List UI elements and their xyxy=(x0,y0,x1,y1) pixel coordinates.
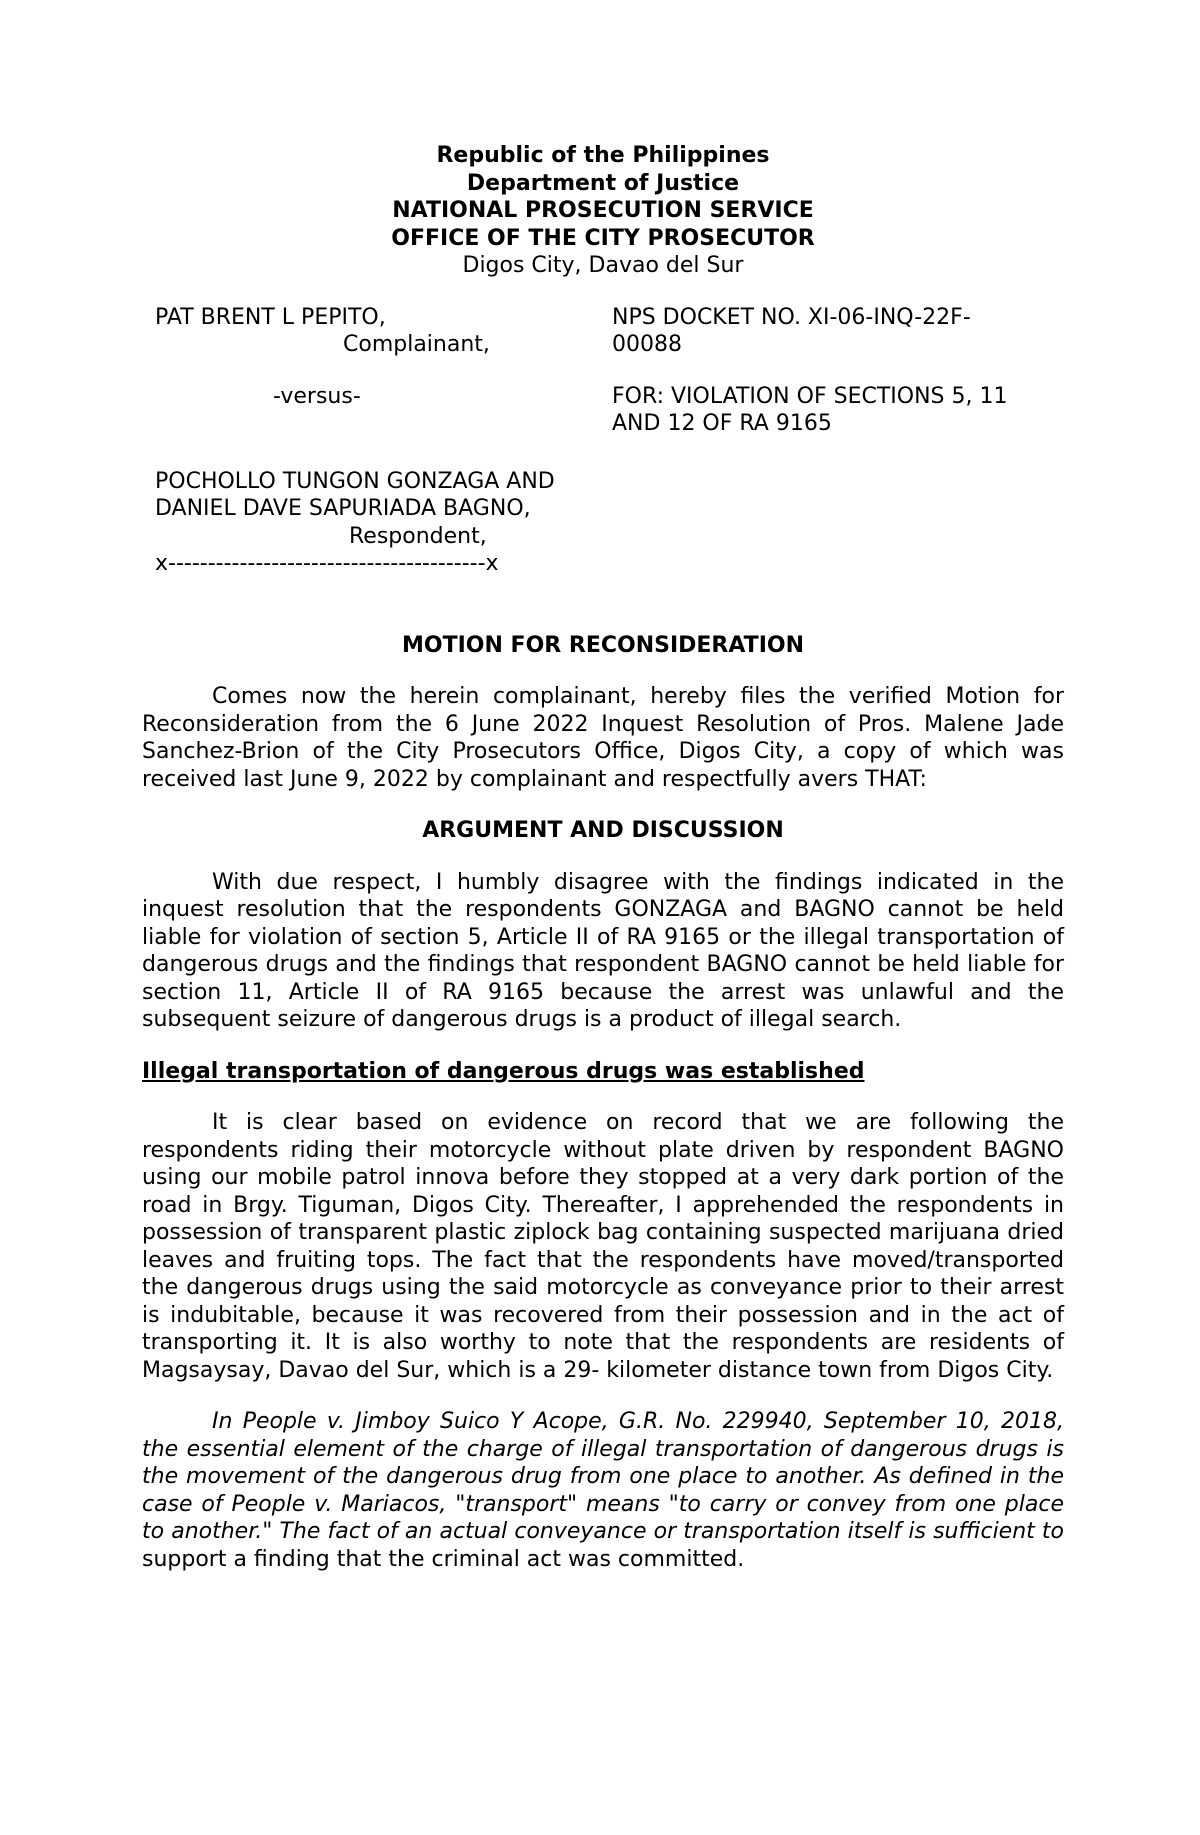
docket-number-line1: NPS DOCKET NO. XI-06-INQ-22F- xyxy=(612,304,971,330)
respondents-block xyxy=(155,468,595,578)
caption-divider: x----------------------------------------x xyxy=(155,551,499,576)
argument-paragraph: With due respect, I humbly disagree with the findings indicated in the inquest resolution that the respondents GONZAGA and BAGNO cannot be held liable for violation of section 5, Article II of RA 9165 or the illegal transportation of dangerous drugs and the findings that respondent BAGNO cannot be held liable for section 11, Article II of RA 9165 because the arrest was unlawful and the subsequent seizure of dangerous drugs is a product of illegal search. xyxy=(142,869,1064,1032)
subheading: Illegal transportation of dangerous drugs was established xyxy=(142,1058,865,1084)
charge-block xyxy=(612,383,1042,438)
respondent-names-line2: DANIEL DAVE SAPURIADA BAGNO, xyxy=(155,496,531,521)
complainant-label: Complainant, xyxy=(343,332,490,357)
header-republic: Republic of the Philippines xyxy=(436,143,770,168)
spacer xyxy=(142,659,1064,683)
charge-line1: FOR: VIOLATION OF SECTIONS 5, 11 xyxy=(612,383,1008,409)
header-office: OFFICE OF THE CITY PROSECUTOR xyxy=(391,225,815,251)
spacer xyxy=(142,1384,1064,1408)
charge-line2: AND 12 OF RA 9165 xyxy=(612,411,832,436)
citation-regular-text: support a finding that the criminal act was committed. xyxy=(142,1546,745,1572)
header-department: Department of Justice xyxy=(466,170,740,196)
evidence-paragraph: It is clear based on evidence on record that we are following the respondents riding their motorcycle without plate driven by respondent BAGNO using our mobile patrol innova before they stopped at a very dark portion of the road in Brgy. Tiguman, Digos City. Thereafter, I apprehended the respondents in possession of transparent plastic ziplock bag containing suspected marijuana dried leaves and fruiting tops. The fact that the respondents have moved/transported the dangerous drugs using the said motorcycle as conveyance prior to their arrest is indubitable, because it was recovered from their possession and in the act of transporting it. It is also worthy to note that the respondents are residents of Magsaysay, Davao del Sur, which is a 29- kilometer distance town from Digos City. xyxy=(142,1110,1064,1383)
intro-paragraph: Comes now the herein complainant, hereby files the verified Motion for Reconsideration from the 6 June 2022 Inquest Resolution of Pros. Malene Jade Sanchez-Brion of the City Prosecutors Office, Digos City, a copy of which was received last June 9, 2022 by complainant and respectfully avers THAT: xyxy=(142,684,1064,792)
document-page xyxy=(142,142,1064,1573)
respondent-names-line1: POCHOLLO TUNGON GONZAGA AND xyxy=(155,468,555,494)
complainant-name: PAT BRENT L PEPITO, xyxy=(155,304,386,330)
docket-number-line2: 00088 xyxy=(612,332,682,357)
document-title: MOTION FOR RECONSIDERATION xyxy=(401,632,804,658)
caption-parties xyxy=(155,304,595,411)
document-header xyxy=(142,142,1064,280)
versus-label: -versus- xyxy=(273,383,361,409)
header-location: Digos City, Davao del Sur xyxy=(462,253,744,278)
header-service: NATIONAL PROSECUTION SERVICE xyxy=(392,198,814,223)
citation-paragraph xyxy=(142,1408,1064,1573)
section-title: ARGUMENT AND DISCUSSION xyxy=(422,818,784,843)
caption-docket xyxy=(612,304,1042,438)
respondent-label: Respondent, xyxy=(349,523,487,549)
citation-italic-text: In People v. Jimboy Suico Y Acope, G.R. No. 229940, September 10, 2018, the essential element of the charge of illegal transportation of dangerous drugs is the movement of the dangerous drug from one place to another. As defined in the case of People v. Mariacos, "transport" means "to carry or convey from one place to another." The fact of an actual conveyance or transportation itself is sufficient to xyxy=(142,1409,1064,1544)
case-caption xyxy=(142,304,1064,604)
